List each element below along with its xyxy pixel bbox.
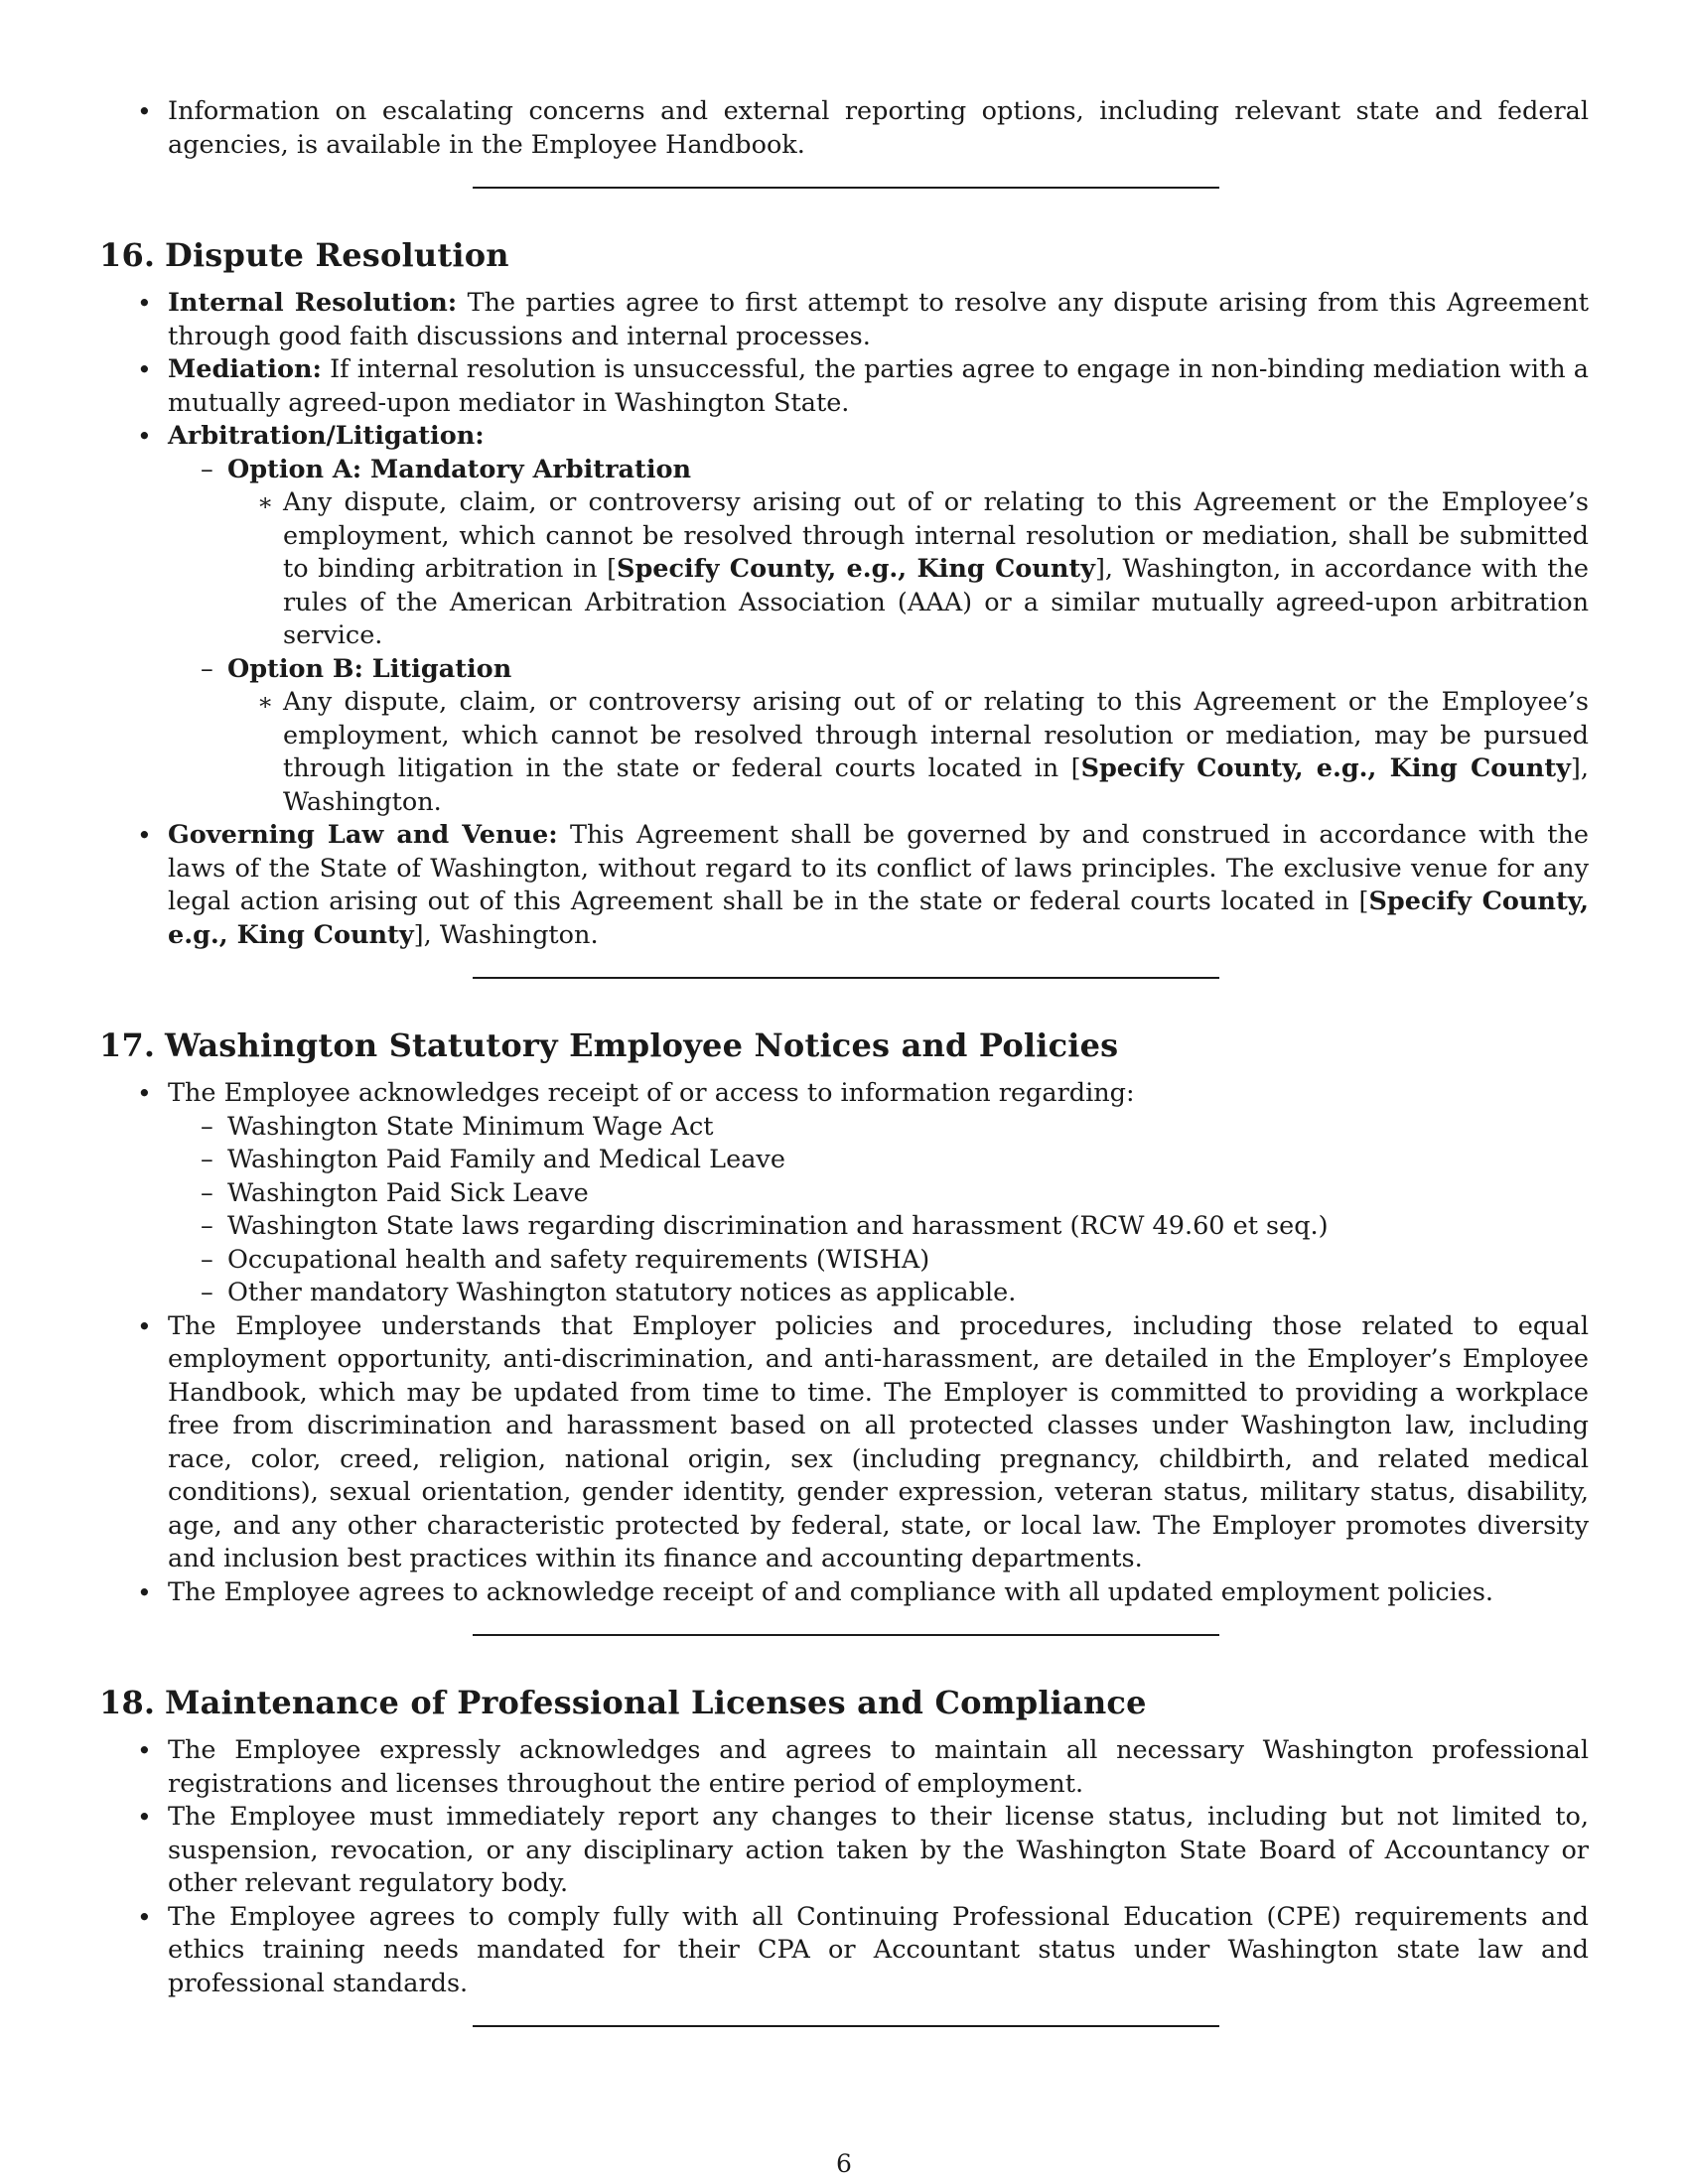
option-a: – Option A: Mandatory Arbitration ∗ Any dispute, claim, or controversy arising out of or relating to this Agreement or the Employee’s employment, which cannot be resolved through internal resolution or mediation, shall be submitted to binding arbitration in [Specify County, e.g., King County], Washington, in accordance with the rules of the American Arbitration Association (AAA) or a similar mutually agreed-upon arbitration service. [168, 454, 1589, 653]
document-page [99, 95, 1589, 2027]
notice-item: – Occupational health and safety requirements (WISHA) [168, 1244, 1589, 1278]
list-item: • The Employee agrees to acknowledge receipt of and compliance with all updated employment policies. [99, 1576, 1589, 1610]
arbitration-options [168, 454, 1589, 820]
list-item: • Arbitration/Litigation: – Option A: Mandatory Arbitration ∗ Any dispute, claim, or controversy arising out of or relating to this Agreement or the Employee’s employment, which cannot be resolved through internal resolution or mediation, shall be submitted to binding arbitration in [Specify County, e.g., King County], Washington, in accordance with the rules of the American Arbitration Association (AAA) or a similar mutually agreed-upon arbitration service. – Option B: Litigation ∗ Any dispute, claim, or controversy arising out of or relating to this Agreement or the Employee’s employment, which cannot be resolved through internal resolution or mediation, may be pursued through litigation in the state or federal courts located in [Specify County, e.g., King County], Washington. [99, 420, 1589, 819]
list-item [99, 95, 1589, 162]
list-item: • The Employee agrees to comply fully with all Continuing Professional Education (CPE) requirements and ethics training needs mandated for their CPA or Accountant status under Washington state law and professional standards. [99, 1901, 1589, 2001]
option-b: – Option B: Litigation ∗ Any dispute, claim, or controversy arising out of or relating to this Agreement or the Employee’s employment, which cannot be resolved through internal resolution or mediation, may be pursued through litigation in the state or federal courts located in [Specify County, e.g., King County], Washington. [168, 653, 1589, 820]
page-number: 6 [836, 2149, 852, 2178]
section-divider [473, 2025, 1219, 2027]
list-item: • Governing Law and Venue: This Agreement shall be governed by and construed in accordance with the laws of the State of Washington, without regard to its conflict of laws principles. The exclusive venue for any legal action arising out of this Agreement shall be in the state or federal courts located in [Specify County, e.g., King County], Washington. [99, 819, 1589, 952]
intro-list [99, 95, 1589, 162]
list-item: • Mediation: If internal resolution is unsuccessful, the parties agree to engage in non-binding mediation with a mutually agreed-upon mediator in Washington State. [99, 353, 1589, 420]
list-item: • The Employee acknowledges receipt of or access to information regarding: – Washington State Minimum Wage Act – Washington Paid Family and Medical Leave – Washington Paid Sick Leave – Washington State laws regarding discrimination and harassment (RCW 49.60 et seq.) – Occupational health and safety requirements (WISHA) – Other mandatory Washington statutory notices as applicable. [99, 1077, 1589, 1310]
list-item: • Internal Resolution: The parties agree to first attempt to resolve any dispute arising from this Agreement through good faith discussions and internal processes. [99, 287, 1589, 353]
list-item: • The Employee must immediately report any changes to their license status, including but not limited to, suspension, revocation, or any disciplinary action taken by the Washington State Board of Accountancy or other relevant regulatory body. [99, 1801, 1589, 1901]
notices-list [168, 1111, 1589, 1310]
intro-bullet-text: Information on escalating concerns and external reporting options, including relevant state and federal agencies, is available in the Employee Handbook. [168, 96, 1589, 160]
notice-item: – Washington Paid Sick Leave [168, 1177, 1589, 1211]
notice-item: – Washington State Minimum Wage Act [168, 1111, 1589, 1145]
section-16-heading: 16. Dispute Resolution [99, 236, 509, 274]
notice-item: – Washington State laws regarding discrimination and harassment (RCW 49.60 et seq.) [168, 1210, 1589, 1244]
section-17-list [99, 1077, 1589, 1609]
section-16-title: Dispute Resolution [165, 236, 509, 274]
option-a-text: ∗ Any dispute, claim, or controversy arising out of or relating to this Agreement or the Employee’s employment, which cannot be resolved through internal resolution or mediation, shall be submitted to binding arbitration in [Specify County, e.g., King County], Washington, in accordance with the rules of the American Arbitration Association (AAA) or a similar mutually agreed-upon arbitration service. [227, 486, 1589, 653]
list-item: • The Employee understands that Employer policies and procedures, including those related to equal employment opportunity, anti-discrimination, and anti-harassment, are detailed in the Employer’s Employee Handbook, which may be updated from time to time. The Employer is committed to providing a workplace free from discrimination and harassment based on all protected classes under Washington law, including race, color, creed, religion, national origin, sex (including pregnancy, childbirth, and related medical conditions), sexual orientation, gender identity, gender expression, veteran status, military status, disability, age, and any other characteristic protected by federal, state, or local law. The Employer promotes diversity and inclusion best practices within its finance and accounting departments. [99, 1310, 1589, 1576]
notice-item: – Other mandatory Washington statutory notices as applicable. [168, 1277, 1589, 1310]
section-18-list [99, 1734, 1589, 2000]
list-item: • The Employee expressly acknowledges and agrees to maintain all necessary Washington professional registrations and licenses throughout the entire period of employment. [99, 1734, 1589, 1801]
section-17-heading: 17. Washington Statutory Employee Notices and Policies [99, 1026, 1119, 1064]
notice-item: – Washington Paid Family and Medical Leave [168, 1144, 1589, 1177]
section-18-title: Maintenance of Professional Licenses and Compliance [165, 1684, 1147, 1721]
section-16-list [99, 287, 1589, 952]
section-18-heading: 18. Maintenance of Professional Licenses and Compliance [99, 1684, 1147, 1721]
option-b-text: ∗ Any dispute, claim, or controversy arising out of or relating to this Agreement or the Employee’s employment, which cannot be resolved through internal resolution or mediation, may be pursued through litigation in the state or federal courts located in [Specify County, e.g., King County], Washington. [227, 686, 1589, 819]
section-17-title: Washington Statutory Employee Notices and Policies [165, 1026, 1119, 1064]
